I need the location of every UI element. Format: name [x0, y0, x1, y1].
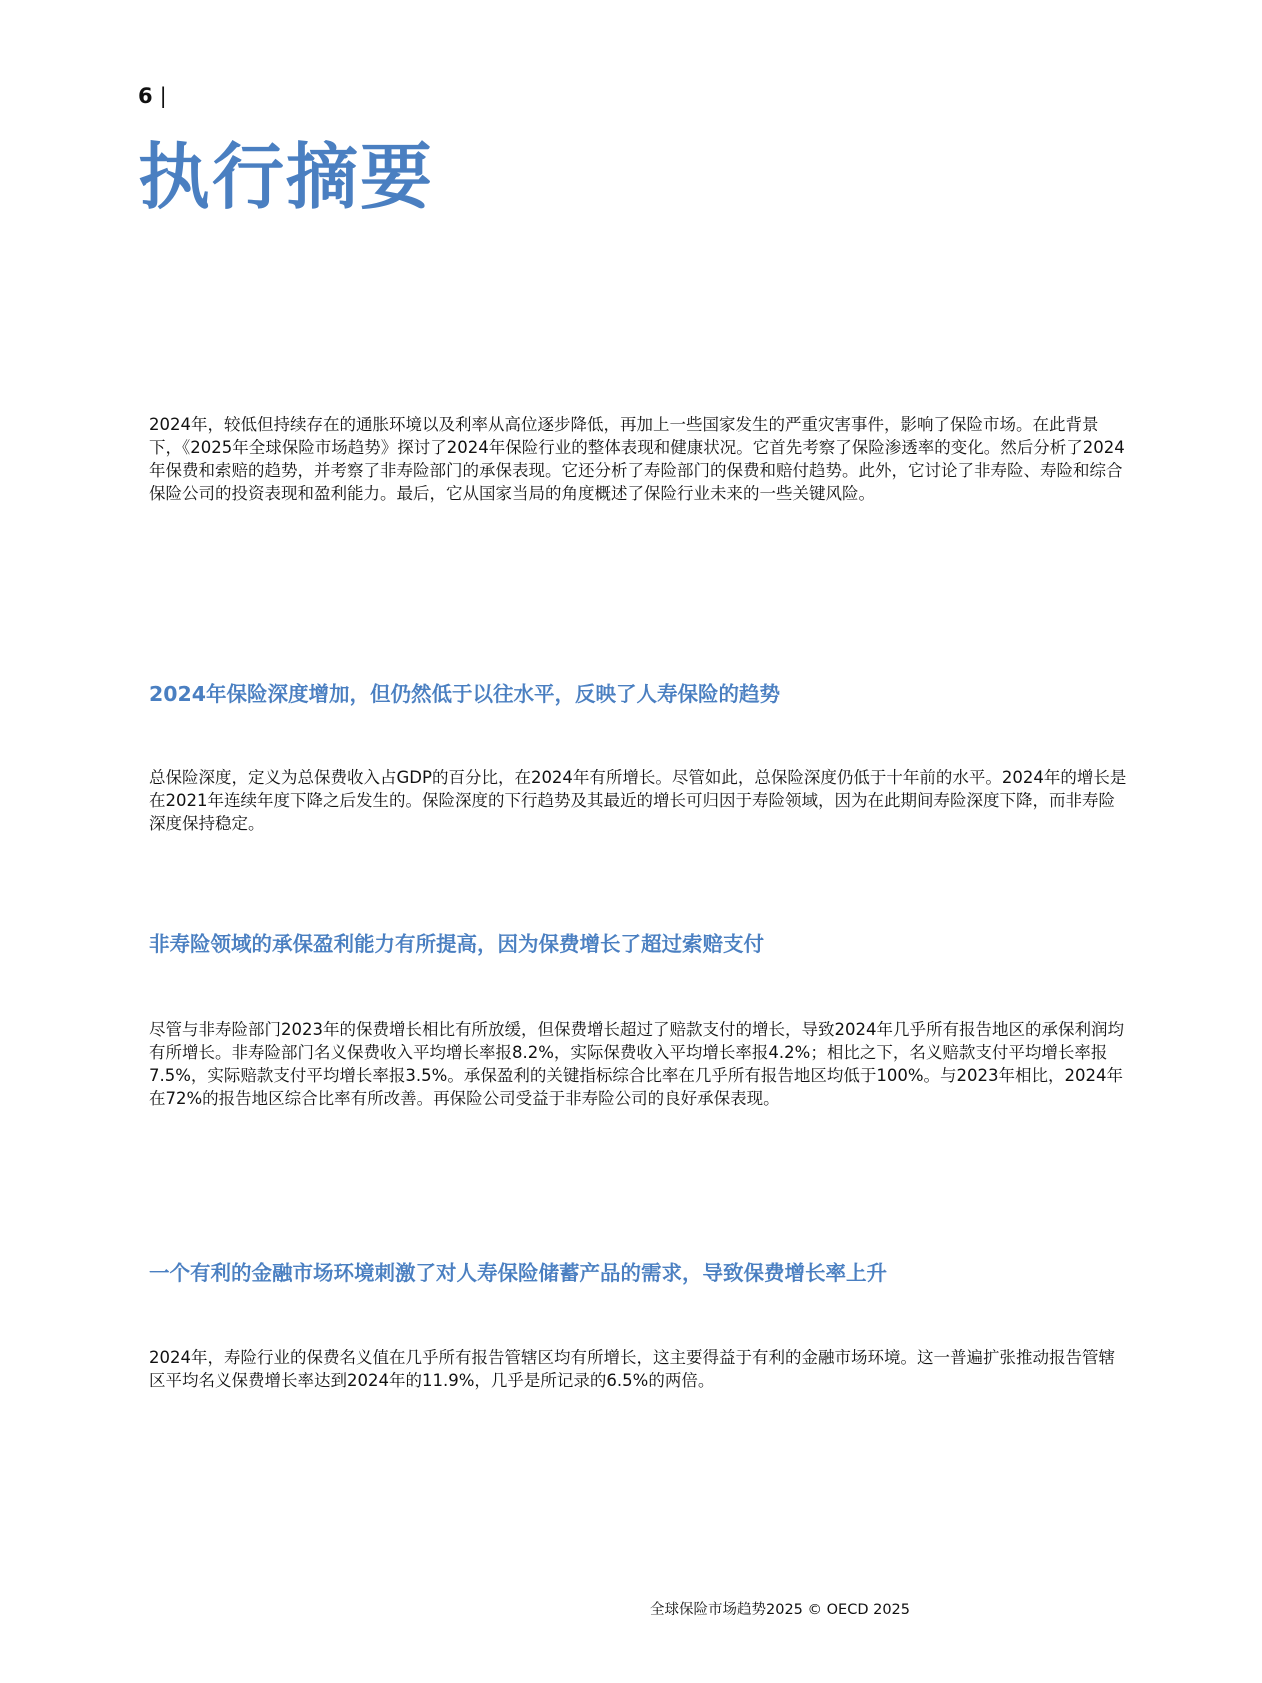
section-body-insurance-depth: 总保险深度，定义为总保费收入占GDP的百分比，在2024年有所增长。尽管如此，总保险深度仍低于十年前的水平。2024年的增长是在2021年连续年度下降之后发生的。保险深度的下行趋势及其最近的增长可归因于寿险领域，因为在此期间寿险深度下降，而非寿险深度保持稳定。	[149, 768, 1127, 833]
section-heading-non-life-profitability: 非寿险领域的承保盈利能力有所提高，因为保费增长了超过索赔支付	[149, 932, 764, 956]
intro-paragraph: 2024年，较低但持续存在的通胀环境以及利率从高位逐步降低，再加上一些国家发生的严重灾害事件，影响了保险市场。在此背景下，《2025年全球保险市场趋势》探讨了2024年保险行业的整体表现和健康状况。它首先考察了保险渗透率的变化。然后分析了2024年保费和索赔的趋势，并考察了非寿险部门的承保表现。它还分析了寿险部门的保费和赔付趋势。此外，它讨论了非寿险、寿险和综合保险公司的投资表现和盈利能力。最后，它从国家当局的角度概述了保险行业未来的一些关键风险。	[149, 415, 1125, 503]
page-number-value: 6	[138, 84, 154, 108]
section-body-non-life-profitability: 尽管与非寿险部门2023年的保费增长相比有所放缓，但保费增长超过了赔款支付的增长，导致2024年几乎所有报告地区的承保利润均有所增长。非寿险部门名义保费收入平均增长率报8.2%，实际保费收入平均增长率报4.2%；相比之下，名义赔款支付平均增长率报7.5%，实际赔款支付平均增长率报3.5%。承保盈利的关键指标综合比率在几乎所有报告地区均低于100%。与2023年相比，2024年在72%的报告地区综合比率有所改善。再保险公司受益于非寿险公司的良好承保表现。	[149, 1020, 1124, 1108]
section-heading-insurance-depth: 2024年保险深度增加，但仍然低于以往水平，反映了人寿保险的趋势	[149, 682, 781, 706]
page-number	[138, 84, 168, 108]
page-number-separator: |	[159, 84, 168, 108]
page-footer: 全球保险市场趋势2025 © OECD 2025	[650, 1602, 910, 1618]
chapter-title: 执行摘要	[138, 135, 435, 219]
section-body-life-savings-demand: 2024年，寿险行业的保费名义值在几乎所有报告管辖区均有所增长，这主要得益于有利的金融市场环境。这一普遍扩张推动报告管辖区平均名义保费增长率达到2024年的11.9%，几乎是所记录的6.5%的两倍。	[149, 1348, 1115, 1390]
section-heading-life-savings-demand: 一个有利的金融市场环境刺激了对人寿保险储蓄产品的需求，导致保费增长率上升	[149, 1261, 887, 1285]
